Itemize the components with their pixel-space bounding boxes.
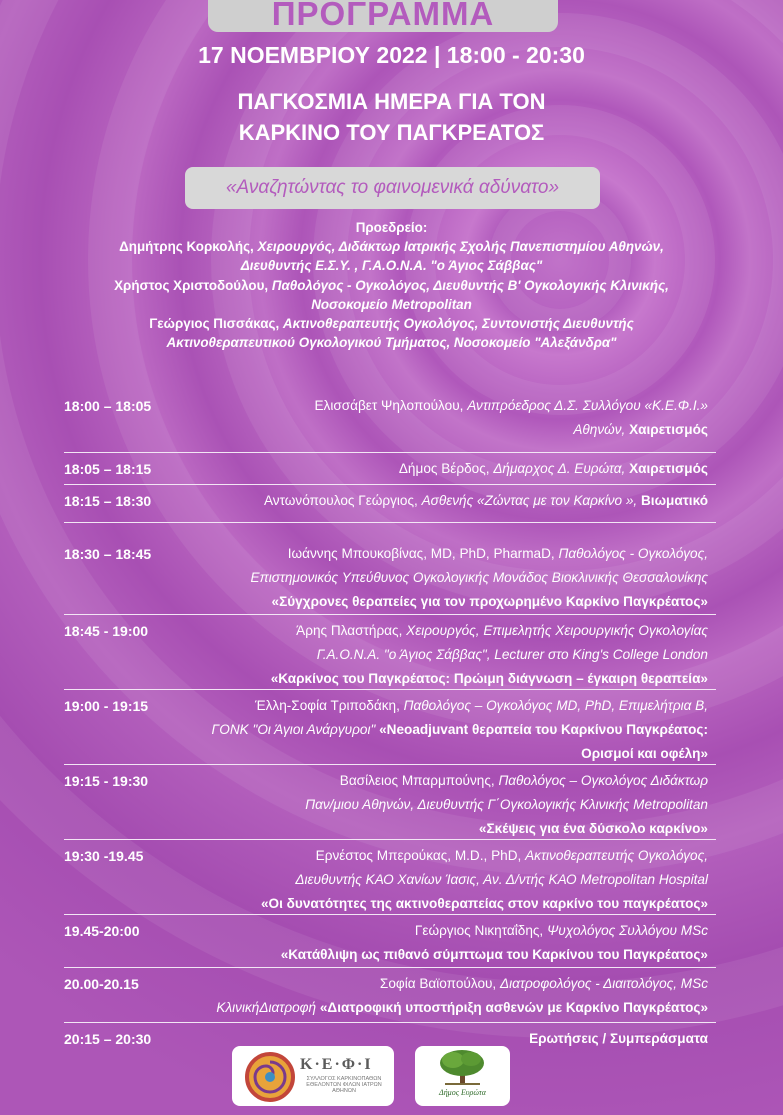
speaker-role: Αθηνών, <box>573 422 626 437</box>
row-description <box>184 538 716 614</box>
tree-icon <box>415 1046 510 1090</box>
talk-topic: «Κατάθλιψη ως πιθανό σύμπτωμα του Καρκίνου του Παγκρέατος» <box>280 947 708 962</box>
member-role: Ακτινοθεραπευτικού Ογκολογικού Τμήματος, Νοσοκομείο "Αλεξάνδρα" <box>166 335 617 351</box>
schedule-row <box>64 390 716 453</box>
member-role: Χειρουργός, Διδάκτωρ Ιατρικής Σχολής Πανεπιστημίου Αθηνών, <box>257 239 664 255</box>
row-description <box>184 453 716 484</box>
schedule-row <box>64 523 716 615</box>
talk-topic: Βιωματικό <box>640 493 708 508</box>
row-time: 18:45 - 19:00 <box>64 623 149 639</box>
speaker-name: Ελισσάβετ Ψηλοπούλου, <box>314 398 464 413</box>
kefi-subtitle: ΣΥΛΛΟΓΟΣ ΚΑΡΚΙΝΟΠΑΘΩΝ ΕΘΕΛΟΝΤΩΝ ΦΙΛΩΝ ΙΑΤΡΩΝ ΑΘΗΝΩΝ <box>306 1076 382 1094</box>
row-time: 19:30 -19.45 <box>64 848 144 864</box>
talk-topic: Ορισμοί και οφέλη» <box>581 746 708 761</box>
speaker-role: ΓΟΝΚ "Οι Άγιοι Ανάργυροι" <box>211 722 376 737</box>
presidium-member-role <box>40 333 743 352</box>
row-description <box>184 915 716 967</box>
schedule-row <box>64 690 716 765</box>
row-description <box>184 690 716 764</box>
row-time: 18:05 – 18:15 <box>64 461 152 477</box>
row-time: 19.45-20:00 <box>64 923 140 939</box>
presidium-member-role <box>40 295 743 314</box>
event-title-line-2: ΚΑΡΚΙΝΟ ΤΟΥ ΠΑΓΚΡΕΑΤΟΣ <box>238 120 545 145</box>
row-time: 19:15 - 19:30 <box>64 773 149 789</box>
speaker-name: Σοφία Βαϊοπούλου, <box>379 976 497 991</box>
member-role: Παθολόγος - Ογκολόγος, Διευθυντής Β' Ογκολογικής Κλινικής, <box>271 277 669 293</box>
speaker-role: Ακτινοθεραπευτής Ογκολόγος, <box>525 848 708 863</box>
speaker-role: ΚλινικήΔιατροφή <box>216 1000 317 1015</box>
speaker-role: Αντιπρόεδρος Δ.Σ. Συλλόγου «Κ.Ε.Φ.Ι.» <box>467 398 708 413</box>
speaker-role: Διευθυντής ΚΑΟ Χανίων Ίασις, Αν. Δ/ντής ΚΑΟ Metropolitan Hospital <box>295 872 708 887</box>
presidium-member-role <box>40 256 743 275</box>
member-role: Διευθυντής Ε.Σ.Υ. , Γ.Α.Ο.Ν.Α. "ο Άγιος Σάββας" <box>240 258 543 274</box>
row-time: 20.00-20.15 <box>64 976 139 992</box>
kefi-logo <box>232 1046 394 1106</box>
member-name: Δημήτρης Κορκολής, <box>119 239 254 255</box>
schedule-row <box>64 453 716 485</box>
presidium-member <box>40 237 743 256</box>
speaker-role: Παθολόγος – Ογκολόγος Διδάκτωρ <box>498 773 708 788</box>
talk-topic: Χαιρετισμός <box>629 422 708 437</box>
kefi-name: Κ·Ε·Φ·Ι <box>300 1056 373 1073</box>
talk-topic: Χαιρετισμός <box>629 461 708 476</box>
motto-box <box>185 167 600 209</box>
speaker-role: Χειρουργός, Επιμελητής Χειρουργικής Ογκολογίας <box>406 623 708 638</box>
row-description <box>184 765 716 839</box>
member-name: Γεώργιος Πισσάκας, <box>149 316 280 332</box>
speaker-name: Ιωάννης Μπουκοβίνας, MD, PhD, PharmaD, <box>287 546 555 561</box>
row-description <box>184 615 716 689</box>
talk-topic: «Οι δυνατότητες της ακτινοθεραπείας στον καρκίνο του παγκρέατος» <box>261 896 708 911</box>
event-title-line-1: ΠΑΓΚΟΣΜΙΑ ΗΜΕΡΑ ΓΙΑ ΤΟΝ <box>237 89 546 114</box>
speaker-role: Γ.Α.Ο.Ν.Α. "ο Άγιος Σάββας", Lecturer στο King's College London <box>316 647 708 662</box>
speaker-role: Επιστημονικός Υπεύθυνος Ογκολογικής Μονάδος Βιοκλινικής Θεσσαλονίκης <box>250 570 708 585</box>
row-time: 20:15 – 20:30 <box>64 1031 152 1047</box>
municipality-label: Δήμος Ευρώτα <box>439 1088 486 1097</box>
row-time: 18:15 – 18:30 <box>64 493 152 509</box>
speaker-role: Ασθενής «Ζώντας με τον Καρκίνο », <box>421 493 638 508</box>
row-time: 18:00 – 18:05 <box>64 398 152 414</box>
speaker-role: Διατροφολόγος - Διαιτολόγος, MSc <box>500 976 708 991</box>
row-description <box>184 968 716 1022</box>
row-time: 18:30 – 18:45 <box>64 546 152 562</box>
talk-topic: «Σκέψεις για ένα δύσκολο καρκίνο» <box>478 821 708 836</box>
speaker-role: Δήμαρχος Δ. Ευρώτα, <box>493 461 626 476</box>
row-time: 19:00 - 19:15 <box>64 698 149 714</box>
speaker-name: Αντωνόπουλος Γεώργιος, <box>263 493 418 508</box>
schedule-row <box>64 765 716 840</box>
row-description <box>184 840 716 914</box>
speaker-name: Έλλη-Σοφία Τριποδάκη, <box>254 698 400 713</box>
program-title: ΠΡΟΓΡΑΜΜΑ <box>271 0 495 32</box>
talk-topic: «Σύγχρονες θεραπείες για τον προχωρημένο Καρκίνο Παγκρέατος» <box>271 594 708 609</box>
schedule-row <box>64 615 716 690</box>
member-role: Νοσοκομείο Metropolitan <box>311 296 472 312</box>
talk-topic: «Neoadjuvant θεραπεία του Καρκίνου Παγκρέατος: <box>379 722 708 737</box>
speaker-name: Άρης Πλαστήρας, <box>296 623 403 638</box>
talk-topic: «Καρκίνος του Παγκρέατος: Πρώιμη διάγνωση – έγκαιρη θεραπεία» <box>270 671 708 686</box>
speaker-name: Βασίλειος Μπαρμπούνης, <box>339 773 495 788</box>
presidium-heading: Προεδρείο: <box>355 220 428 235</box>
speaker-role: Παν/μιου Αθηνών, Διευθυντής Γ΄Ογκολογικής Κλινικής Metropolitan <box>305 797 708 812</box>
schedule-row <box>64 485 716 523</box>
motto-text: «Αναζητώντας το φαινομενικά αδύνατο» <box>225 177 560 198</box>
event-date: 17 ΝΟΕΜΒΡΙΟΥ 2022 | 18:00 - 20:30 <box>198 42 585 68</box>
presidium-member <box>40 314 743 333</box>
speaker-role: Παθολόγος - Ογκολόγος, <box>558 546 708 561</box>
speaker-name: Δήμος Βέρδος, <box>398 461 490 476</box>
speaker-role: Παθολόγος – Ογκολόγος MD, PhD, Επιμελήτρια Β, <box>403 698 708 713</box>
schedule-row <box>64 915 716 968</box>
speaker-name: Γεώργιος Νικηταΐδης, <box>414 923 544 938</box>
schedule-row <box>64 840 716 915</box>
speaker-role: Ψυχολόγος Συλλόγου MSc <box>547 923 708 938</box>
schedule-table <box>64 390 716 1051</box>
row-description <box>184 485 716 522</box>
municipality-logo <box>415 1046 510 1106</box>
presidium <box>40 218 743 352</box>
speaker-name: Ερνέστος Μπερούκας, M.D., PhD, <box>315 848 522 863</box>
program-title-box <box>208 0 558 32</box>
member-name: Χρήστος Χριστοδούλου, <box>114 277 269 293</box>
schedule-row <box>64 968 716 1023</box>
spiral-shell-icon <box>240 1046 300 1106</box>
member-role: Ακτινοθεραπευτής Ογκολόγος, Συντονιστής Διευθυντής <box>282 316 634 332</box>
row-description <box>184 390 716 452</box>
presidium-member <box>40 276 743 295</box>
talk-topic: «Διατροφική υποστήριξη ασθενών με Καρκίνο Παγκρέατος» <box>319 1000 708 1015</box>
event-title <box>0 86 783 148</box>
talk-topic: Ερωτήσεις / Συμπεράσματα <box>529 1031 708 1046</box>
